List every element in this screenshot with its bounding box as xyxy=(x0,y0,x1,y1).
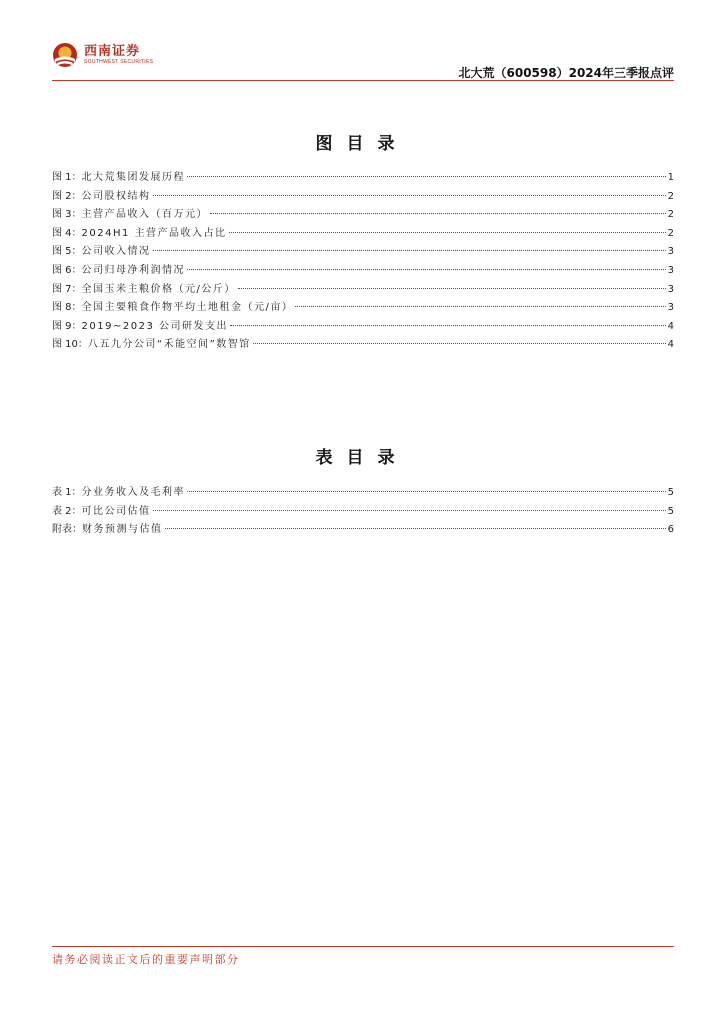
toc-entry-label: 图 3： xyxy=(52,209,82,221)
toc-entry-label: 图 7： xyxy=(52,283,82,295)
toc-entry-text: 全国玉米主粮价格（元/公斤） xyxy=(81,283,236,295)
disclaimer-note: 请务必阅读正文后的重要声明部分 xyxy=(52,953,240,966)
toc-entry-text: 2024H1 主营产品收入占比 xyxy=(81,227,227,239)
toc-entry-label: 图 10： xyxy=(52,339,88,351)
toc-entry-page: 4 xyxy=(667,320,674,332)
toc-leader-dots xyxy=(230,325,666,326)
logo-chinese-name: 西南证券 xyxy=(84,44,141,59)
toc-entry[interactable] xyxy=(52,483,674,502)
toc-leader-dots xyxy=(229,232,666,233)
report-title: 北大荒（600598）2024年三季报点评 xyxy=(458,66,674,80)
table-toc-list xyxy=(52,483,674,539)
toc-entry-text: 八五九分公司“禾能空间”数智馆 xyxy=(87,339,251,351)
toc-leader-dots xyxy=(210,213,666,214)
toc-entry-page: 5 xyxy=(667,505,674,517)
table-toc-title: 表目录 xyxy=(315,448,409,468)
toc-entry-page: 5 xyxy=(667,487,674,498)
toc-entry-text: 公司归母净利润情况 xyxy=(81,264,186,276)
toc-entry-label: 图 6： xyxy=(52,264,82,276)
toc-entry[interactable] xyxy=(52,205,674,224)
toc-entry[interactable] xyxy=(52,280,674,299)
toc-entry-page: 3 xyxy=(667,246,674,258)
toc-entry-label: 附表： xyxy=(52,524,82,536)
page-header xyxy=(52,42,674,82)
figure-toc-list xyxy=(52,168,674,354)
footer-divider xyxy=(52,946,674,947)
logo-english-name: SOUTHWEST SECURITIES xyxy=(84,59,154,65)
toc-leader-dots xyxy=(153,510,666,511)
toc-leader-dots xyxy=(187,269,666,270)
toc-entry-label: 图 9： xyxy=(52,320,82,332)
toc-entry-text: 财务预测与估值 xyxy=(82,524,163,536)
toc-entry-label: 表 2： xyxy=(52,505,82,517)
toc-entry[interactable] xyxy=(52,187,674,206)
toc-entry-label: 图 5： xyxy=(52,246,82,258)
header-divider xyxy=(52,80,674,81)
toc-entry[interactable] xyxy=(52,520,674,539)
toc-leader-dots xyxy=(238,288,666,289)
toc-leader-dots xyxy=(295,306,665,307)
toc-entry-page: 3 xyxy=(667,283,674,295)
toc-entry-page: 4 xyxy=(667,339,674,351)
toc-entry-text: 2019~2023 公司研发支出 xyxy=(81,320,229,332)
toc-leader-dots xyxy=(165,528,666,529)
toc-entry-page: 6 xyxy=(667,524,674,536)
company-logo xyxy=(52,42,153,68)
toc-entry[interactable] xyxy=(52,242,674,261)
toc-leader-dots xyxy=(187,176,666,177)
toc-entry[interactable] xyxy=(52,317,674,336)
toc-entry-text: 公司收入情况 xyxy=(81,246,151,258)
toc-entry[interactable] xyxy=(52,502,674,521)
toc-entry-text: 分业务收入及毛利率 xyxy=(81,487,186,498)
toc-entry[interactable] xyxy=(52,298,674,317)
toc-entry-page: 3 xyxy=(667,302,674,314)
toc-entry[interactable] xyxy=(52,335,674,354)
toc-entry-label: 表 1： xyxy=(52,487,82,498)
logo-sun-icon xyxy=(52,42,78,68)
toc-entry-text: 主营产品收入（百万元） xyxy=(81,209,209,221)
toc-entry-page: 1 xyxy=(667,172,674,183)
toc-entry-page: 2 xyxy=(667,190,674,202)
toc-entry-label: 图 4： xyxy=(52,227,82,239)
toc-entry-text: 北大荒集团发展历程 xyxy=(81,172,186,183)
toc-leader-dots xyxy=(153,195,666,196)
toc-entry-label: 图 8： xyxy=(52,302,82,314)
toc-entry-text: 全国主要粮食作物平均土地租金（元/亩） xyxy=(81,302,294,314)
toc-entry-page: 2 xyxy=(667,209,674,221)
toc-entry-text: 可比公司估值 xyxy=(81,505,151,517)
toc-entry[interactable] xyxy=(52,261,674,280)
toc-entry[interactable] xyxy=(52,224,674,243)
toc-entry[interactable] xyxy=(52,168,674,187)
toc-leader-dots xyxy=(153,250,666,251)
figure-toc-title: 图目录 xyxy=(315,134,409,154)
toc-entry-label: 图 2： xyxy=(52,190,82,202)
toc-leader-dots xyxy=(253,343,666,344)
toc-entry-text: 公司股权结构 xyxy=(81,190,151,202)
toc-entry-page: 2 xyxy=(667,227,674,239)
toc-entry-label: 图 1： xyxy=(52,172,82,183)
toc-entry-page: 3 xyxy=(667,264,674,276)
toc-leader-dots xyxy=(187,491,666,492)
